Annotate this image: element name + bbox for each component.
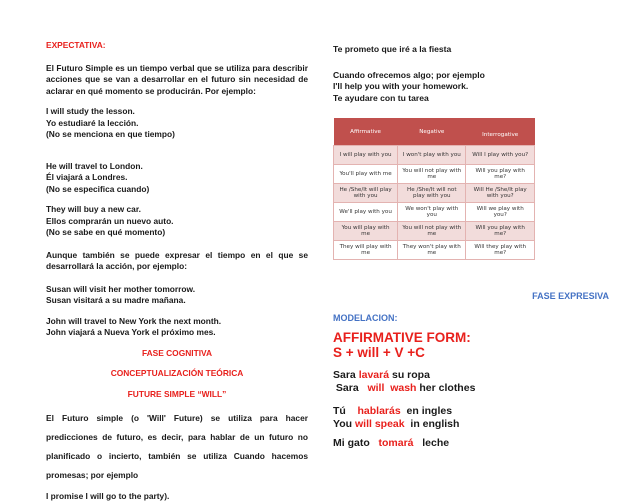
left-column <box>46 40 308 503</box>
example-complement: su ropa <box>389 369 430 381</box>
table-cell-affirmative: You'll play with me <box>334 165 398 184</box>
table-cell-interrogative: Will you play with me? <box>466 165 535 184</box>
modelacion-heading: MODELACION: <box>333 313 398 323</box>
example-3-note: (No se sabe en qué momento) <box>46 227 166 237</box>
example-5-es: John viajará a Nueva York el próximo mes. <box>46 327 216 337</box>
example-verb: hablarás <box>357 405 401 417</box>
example-verb: lavará <box>358 369 390 381</box>
table-row <box>334 184 535 203</box>
example-verb: tomará <box>378 437 414 449</box>
example-1-note: (No se menciona en que tiempo) <box>46 129 175 139</box>
example-subject: Tú <box>333 405 358 417</box>
promise-translation: Te prometo que iré a la fiesta <box>333 44 452 54</box>
table-row <box>334 222 535 241</box>
example-4-en: Susan will visit her mother tomorrow. <box>46 283 196 294</box>
table-cell-negative: You will not play with me <box>398 222 466 241</box>
example-4-es: Susan visitará a su madre mañana. <box>46 295 186 305</box>
table-header-negative: Negative <box>398 118 466 146</box>
conceptualizacion-heading: CONCEPTUALIZACIÓN TEÓRICA <box>110 368 244 378</box>
fase-cognitiva-heading: FASE COGNITIVA <box>141 347 213 358</box>
table-cell-affirmative: We'll play with you <box>334 203 398 222</box>
example-3-es: Ellos comprarán un nuevo auto. <box>46 215 174 226</box>
table-cell-negative: I won't play with you <box>398 146 466 165</box>
example-sara-en <box>333 382 475 394</box>
affirmative-form-heading: AFFIRMATIVE FORM: <box>333 330 471 345</box>
example-gato-es <box>333 437 449 449</box>
table-cell-negative: We won't play with you <box>398 203 466 222</box>
example-complement: leche <box>413 437 450 449</box>
table-row <box>334 146 535 165</box>
example-complement: en ingles <box>400 405 453 417</box>
example-1-es: Yo estudiaré la lección. <box>46 117 139 128</box>
intro-paragraph: El Futuro Simple es un tiempo verbal que se utiliza para describir acciones que se van a desarrollar en el futuro sin necesidad de aclarar en qué momento se producirán. Por ejemplo: <box>46 62 308 96</box>
example-3-en: They will buy a new car. <box>46 204 141 214</box>
table-cell-negative: You will not play with me <box>398 165 466 184</box>
table-row <box>334 203 535 222</box>
example-subject: Sara <box>333 382 368 394</box>
fase-expresiva-heading: FASE EXPRESIVA <box>532 291 609 301</box>
table-cell-interrogative: Will they play with me? <box>466 241 535 260</box>
offer-example-es: Te ayudare con tu tarea <box>333 92 429 103</box>
example-verb: will speak <box>354 418 405 430</box>
example-complement: in english <box>404 418 460 430</box>
table-cell-interrogative: Will He /She/It play with you? <box>466 184 535 203</box>
offer-example-en: I'll help you with your homework. <box>333 81 469 91</box>
table-cell-negative: He /She/It will not play with you <box>398 184 466 203</box>
table-cell-interrogative: Will you play with me? <box>466 222 535 241</box>
table-cell-interrogative: Will we play with you? <box>466 203 535 222</box>
table-cell-interrogative: Will I play with you? <box>466 146 535 165</box>
table-cell-affirmative: He /She/It will play with you <box>334 184 398 203</box>
table-row <box>334 241 535 260</box>
example-sara-es <box>333 369 430 381</box>
table-row <box>334 165 535 184</box>
example-2-note: (No se especifica cuando) <box>46 183 150 194</box>
example-subject: Sara <box>333 369 359 381</box>
example-5-en: John will travel to New York the next month. <box>46 315 222 326</box>
example-2-es: Él viajará a Londres. <box>46 172 128 182</box>
also-paragraph: Aunque también se puede expresar el tiempo en el que se desarrollará la acción, por ejemplo: <box>46 249 308 271</box>
example-verb: will wash <box>367 382 417 394</box>
affirmative-formula: S + will + V +C <box>333 345 425 360</box>
expectativa-heading: EXPECTATIVA: <box>46 40 106 50</box>
example-tu-es <box>333 405 452 417</box>
future-simple-heading: FUTURE SIMPLE “WILL” <box>127 388 227 399</box>
example-complement: her clothes <box>416 382 476 394</box>
offer-intro: Cuando ofrecemos algo; por ejemplo <box>333 69 485 80</box>
will-conjugation-table <box>333 118 535 260</box>
definition-paragraph: El Futuro simple (o 'Will' Future) se utiliza para hacer predicciones de futuro, es decir, para hablar de un futuro no planificado o incierto, también se utiliza Cuando hacemos promesas; por ejemplo <box>46 413 308 480</box>
table-header-interrogative: Interrogative <box>466 118 535 146</box>
example-1-en: I will study the lesson. <box>46 106 135 116</box>
table-cell-negative: They won't play with me <box>398 241 466 260</box>
example-subject: You <box>333 418 355 430</box>
table-body <box>334 146 535 260</box>
table-cell-affirmative: I will play with you <box>334 146 398 165</box>
promise-example: I promise I will go to the party). <box>46 491 170 501</box>
example-2-en: He will travel to London. <box>46 160 143 171</box>
example-subject: Mi gato <box>333 437 379 449</box>
table-header-affirmative: Affirmative <box>334 118 398 146</box>
table-cell-affirmative: They will play with me <box>334 241 398 260</box>
table-cell-affirmative: You will play with me <box>334 222 398 241</box>
right-column <box>333 44 633 104</box>
example-tu-en <box>333 418 459 430</box>
